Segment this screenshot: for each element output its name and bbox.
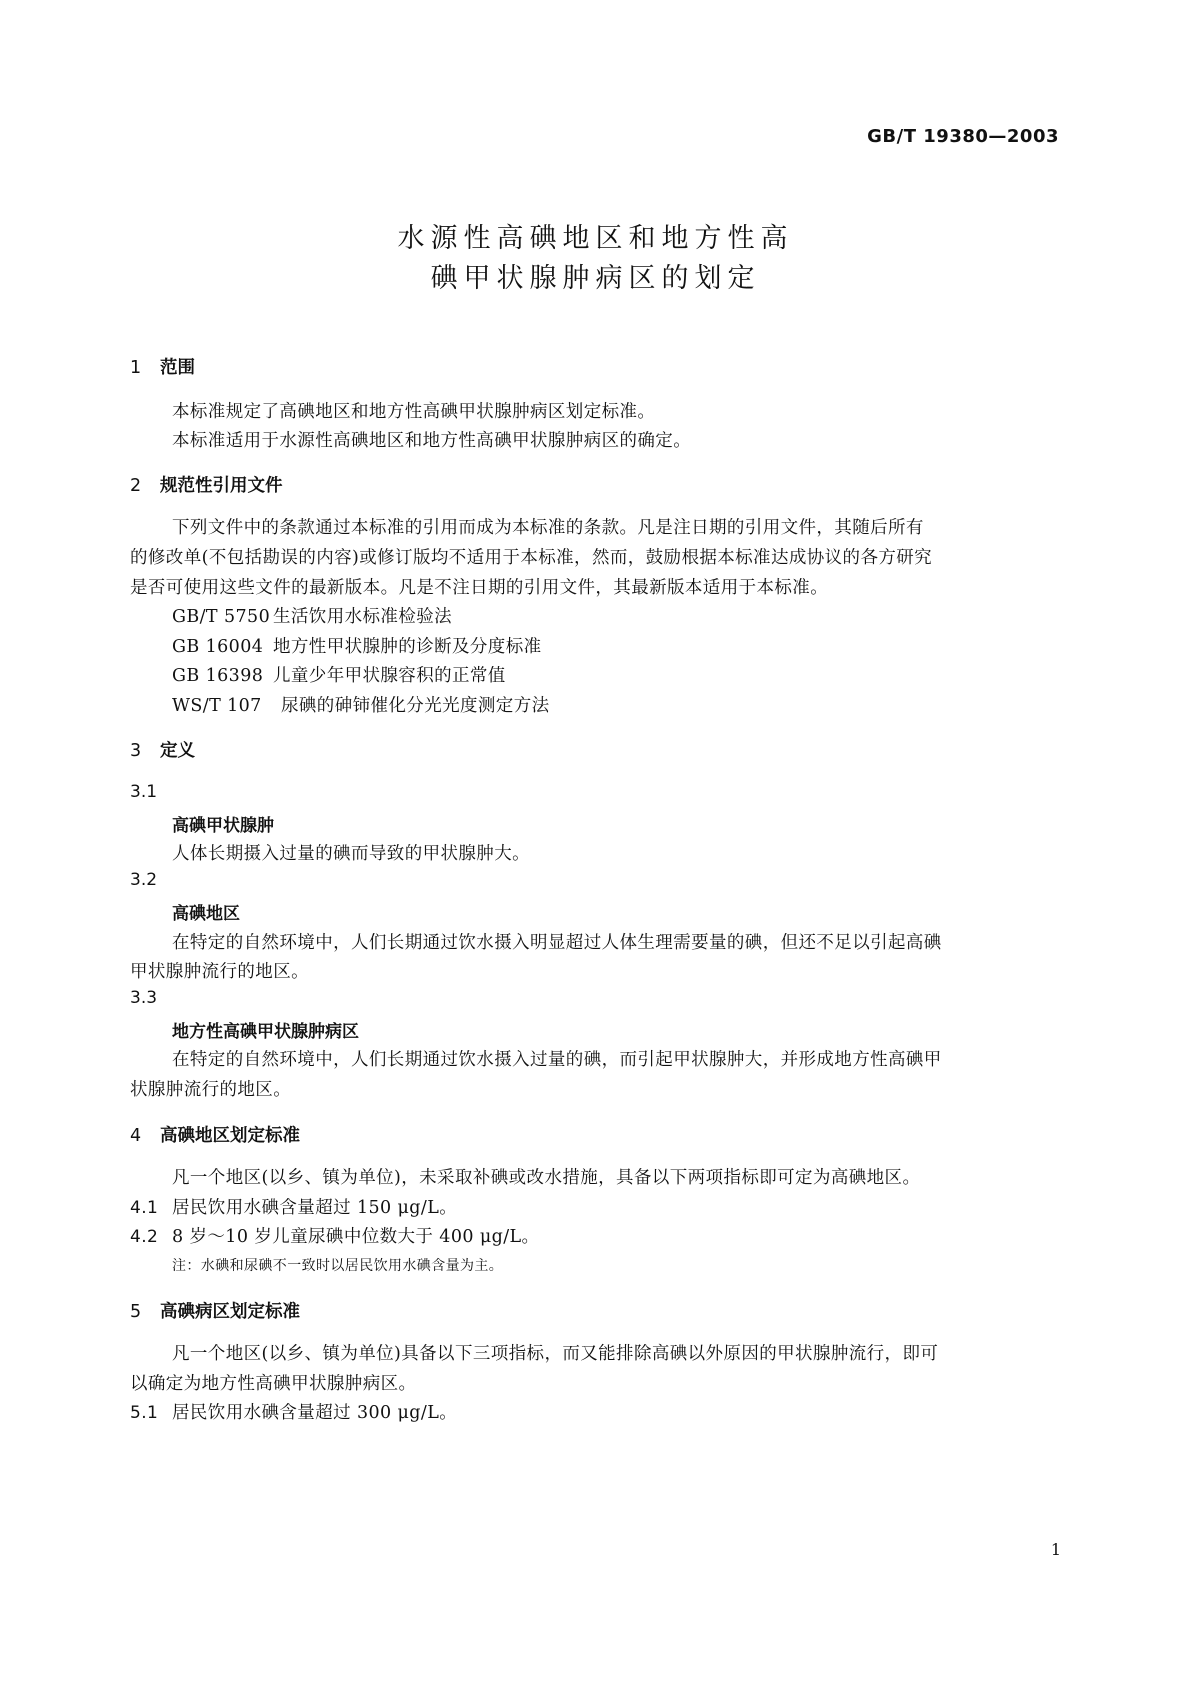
section-number: 5: [130, 1302, 142, 1322]
definition-text: 在特定的自然环境中，人们长期通过饮水摄入过量的碘，而引起甲状腺肿大，并形成地方性高碘甲: [172, 1050, 942, 1070]
section-title: 范围: [160, 358, 195, 378]
section-number: 3: [130, 741, 142, 761]
reference-item: [172, 603, 452, 628]
section-title: 高碘地区划定标准: [160, 1126, 300, 1146]
section-title: 规范性引用文件: [160, 476, 283, 496]
reference-code: WS/T 107: [172, 696, 262, 716]
reference-title: 尿碘的砷铈催化分光光度测定方法: [281, 696, 550, 716]
reference-title: 生活饮用水标准检验法: [273, 607, 452, 627]
standard-code: GB/T 19380—2003: [867, 126, 1059, 147]
paragraph-line: 的修改单(不包括勘误的内容)或修订版均不适用于本标准，然而，鼓励根据本标准达成协议的各方研究: [130, 548, 933, 568]
paragraph: 本标准适用于水源性高碘地区和地方性高碘甲状腺肿病区的确定。: [172, 431, 692, 451]
reference-item: [172, 662, 506, 687]
clause-number: 3.3: [130, 988, 158, 1008]
document-title-line2: 碘甲状腺肿病区的划定: [430, 263, 761, 294]
paragraph-line: 以确定为地方性高碘甲状腺肿病区。: [130, 1374, 417, 1394]
paragraph: 本标准规定了高碘地区和地方性高碘甲状腺肿病区划定标准。: [172, 402, 656, 422]
definition-term: 地方性高碘甲状腺肿病区: [172, 1022, 359, 1042]
section-3-heading: [130, 737, 195, 762]
section-number: 1: [130, 358, 142, 378]
reference-code: GB/T 5750: [172, 607, 271, 627]
definition-text: 状腺肿流行的地区。: [130, 1080, 292, 1100]
clause-number: 5.1: [130, 1403, 159, 1423]
section-4-heading: [130, 1122, 300, 1147]
clause-number: 4.1: [130, 1198, 159, 1218]
paragraph: 凡一个地区(以乡、镇为单位)，未采取补碘或改水措施，具备以下两项指标即可定为高碘地区。: [172, 1168, 921, 1188]
section-title: 定义: [160, 741, 195, 761]
note: 注：水碘和尿碘不一致时以居民饮用水碘含量为主。: [172, 1258, 504, 1274]
section-number: 4: [130, 1126, 142, 1146]
reference-code: GB 16398: [172, 666, 264, 686]
clause-text: 8 岁～10 岁儿童尿碘中位数大于 400 μg/L。: [172, 1227, 540, 1247]
clause-number: 4.2: [130, 1227, 159, 1247]
section-title: 高碘病区划定标准: [160, 1302, 300, 1322]
definition-text: 人体长期摄入过量的碘而导致的甲状腺肿大。: [172, 844, 530, 864]
clause-item: [130, 1194, 457, 1219]
section-number: 2: [130, 476, 142, 496]
reference-title: 地方性甲状腺肿的诊断及分度标准: [273, 637, 542, 657]
clause-item: [130, 1223, 539, 1248]
section-2-heading: [130, 472, 283, 497]
section-5-heading: [130, 1298, 300, 1323]
page-number: 1: [1050, 1540, 1061, 1559]
clause-number: 3.1: [130, 782, 158, 802]
document-title-line1: 水源性高碘地区和地方性高: [397, 223, 794, 254]
definition-term: 高碘地区: [172, 904, 240, 924]
paragraph-line: 是否可使用这些文件的最新版本。凡是不注日期的引用文件，其最新版本适用于本标准。: [130, 578, 829, 598]
definition-text: 在特定的自然环境中，人们长期通过饮水摄入明显超过人体生理需要量的碘，但还不足以引起高碘: [172, 933, 942, 953]
paragraph-line: 凡一个地区(以乡、镇为单位)具备以下三项指标，而又能排除高碘以外原因的甲状腺肿流行，即可: [172, 1344, 939, 1364]
section-1-heading: [130, 354, 195, 379]
clause-text: 居民饮用水碘含量超过 150 μg/L。: [172, 1198, 458, 1218]
clause-text: 居民饮用水碘含量超过 300 μg/L。: [172, 1403, 458, 1423]
reference-code: GB 16004: [172, 637, 264, 657]
reference-item: [172, 692, 550, 717]
reference-item: [172, 633, 542, 658]
reference-title: 儿童少年甲状腺容积的正常值: [273, 666, 506, 686]
definition-text: 甲状腺肿流行的地区。: [130, 962, 309, 982]
paragraph-line: 下列文件中的条款通过本标准的引用而成为本标准的条款。凡是注日期的引用文件，其随后所有: [172, 518, 924, 538]
definition-term: 高碘甲状腺肿: [172, 816, 274, 836]
clause-item: [130, 1399, 457, 1424]
clause-number: 3.2: [130, 870, 158, 890]
